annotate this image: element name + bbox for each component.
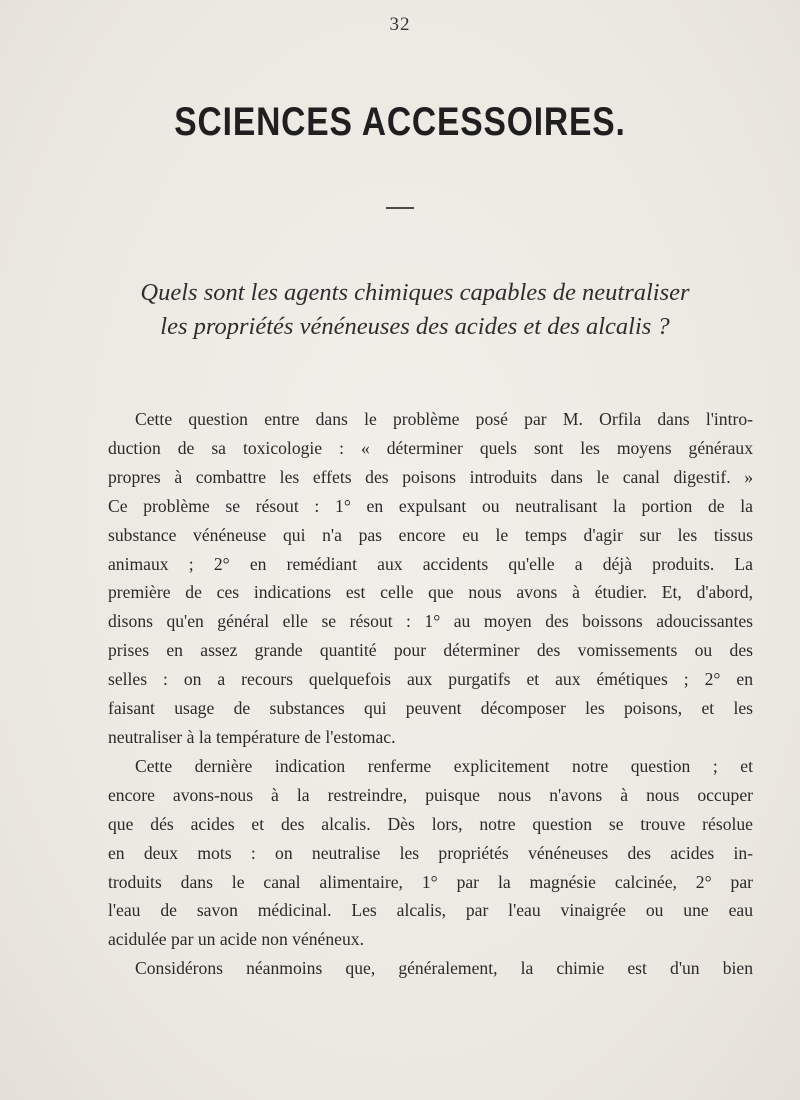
body-line: Considérons néanmoins que, généralement, la chimie est d'un bien (135, 958, 753, 979)
body-line: troduits dans le canal alimentaire, 1° par la magnésie calcinée, 2° par (108, 871, 753, 892)
body-line: en deux mots : on neutralise les propriétés vénéneuses des acides in- (108, 842, 753, 863)
question-line: les propriétés vénéneuses des acides et des alcalis ? (160, 313, 670, 340)
body-line: selles : on a recours quelquefois aux purgatifs et aux émétiques ; 2° en (108, 669, 753, 690)
page-number: 32 (389, 14, 411, 35)
body-line: encore avons-nous à la restreindre, puisque nous n'avons à nous occuper (108, 784, 753, 805)
body-line: Ce problème se résout : 1° en expulsant ou neutralisant la portion de la (108, 495, 753, 516)
body-text (108, 405, 753, 983)
section-title: SCIENCES ACCESSOIRES. (174, 100, 626, 144)
body-line: que dés acides et des alcalis. Dès lors, notre question se trouve résolue (108, 813, 753, 834)
body-line: prises en assez grande quantité pour déterminer des vomissements ou des (108, 640, 753, 661)
body-line: faisant usage de substances qui peuvent décomposer les poisons, et les (108, 698, 753, 719)
body-line: Cette dernière indication renferme explicitement notre question ; et (135, 755, 753, 776)
body-line: disons qu'en général elle se résout : 1° au moyen des boissons adoucissantes (108, 611, 753, 632)
body-line: première de ces indications est celle que nous avons à étudier. Et, d'abord, (108, 582, 753, 603)
body-line: Cette question entre dans le problème posé par M. Orfila dans l'intro- (135, 409, 753, 429)
title-divider (386, 207, 414, 209)
question-heading (95, 276, 735, 344)
body-line: l'eau de savon médicinal. Les alcalis, par l'eau vinaigrée ou une eau (108, 900, 753, 921)
body-line: neutraliser à la température de l'estomac. (108, 726, 396, 747)
body-line: propres à combattre les effets des poisons introduits dans le canal digestif. » (108, 466, 753, 487)
body-line: acidulée par un acide non vénéneux. (108, 929, 364, 950)
body-line: duction de sa toxicologie : « déterminer quels sont les moyens généraux (108, 437, 753, 458)
body-line: animaux ; 2° en remédiant aux accidents qu'elle a déjà produits. La (108, 553, 753, 574)
question-line: Quels sont les agents chimiques capables de neutraliser (140, 279, 690, 306)
body-line: substance vénéneuse qui n'a pas encore eu le temps d'agir sur les tissus (108, 524, 753, 545)
